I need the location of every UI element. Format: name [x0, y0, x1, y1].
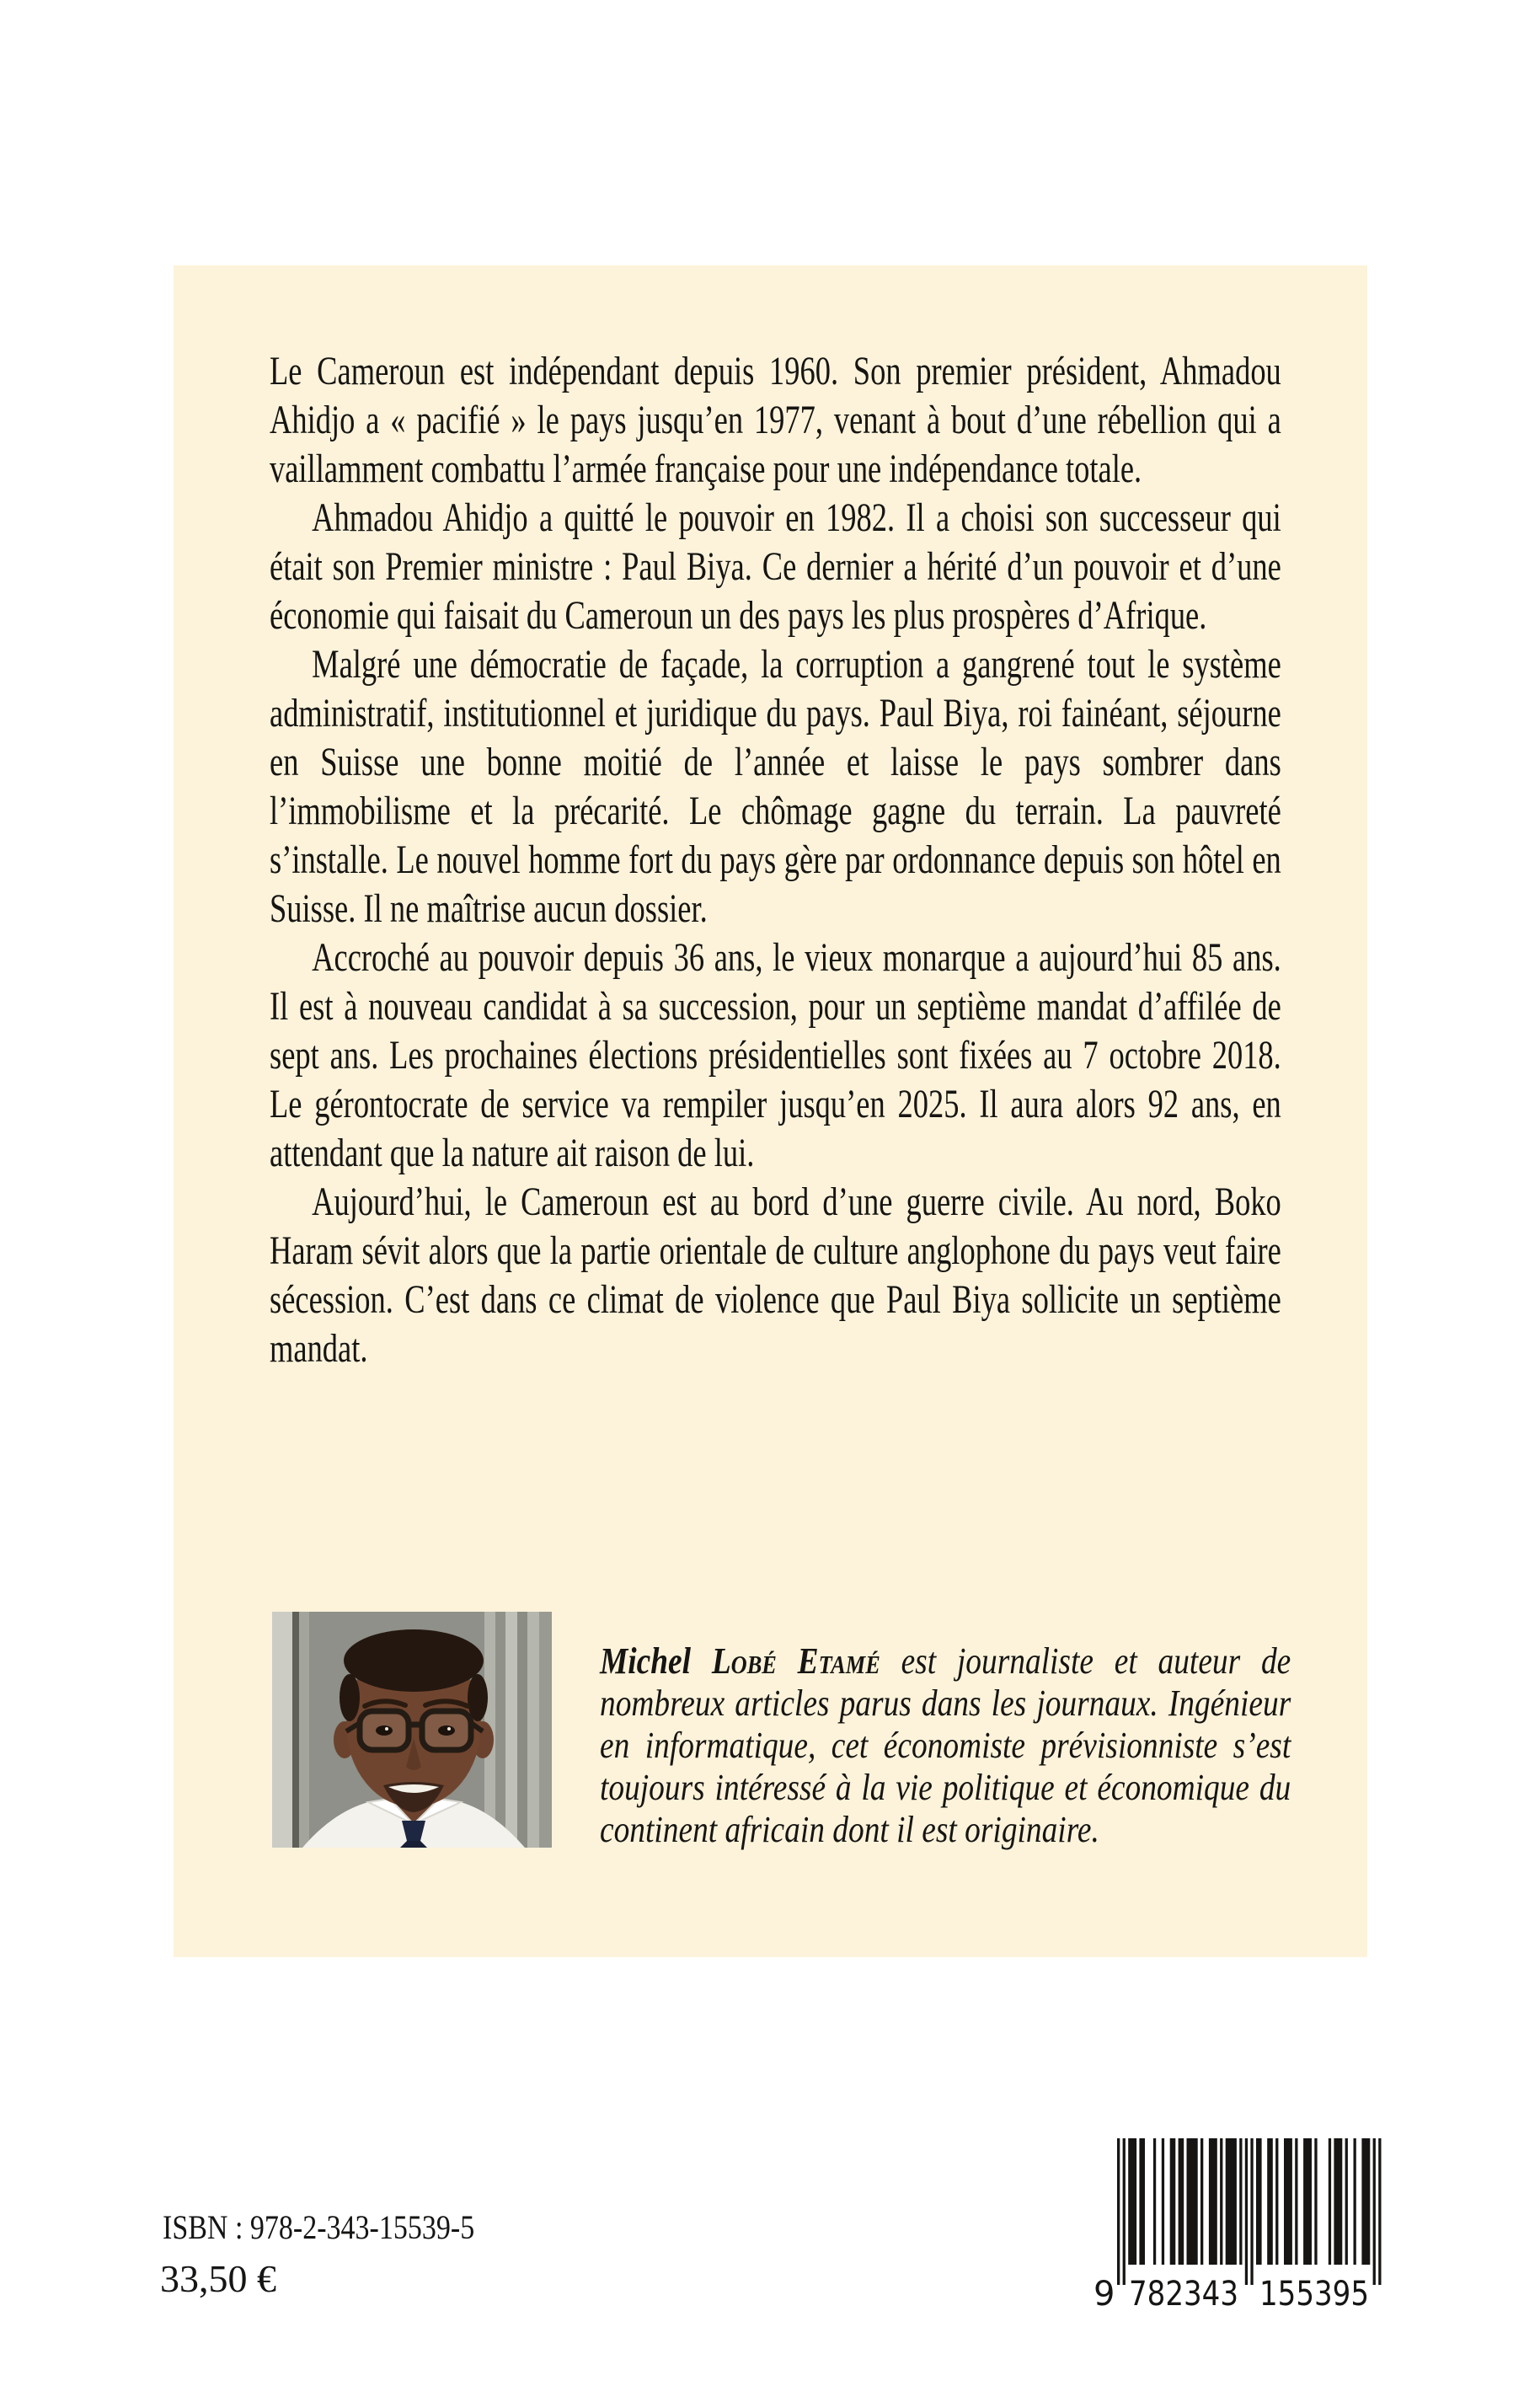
- isbn-text: ISBN : 978-2-343-15539-5: [163, 2208, 475, 2246]
- barcode-bar: [1245, 2138, 1248, 2285]
- barcode-bar: [1267, 2138, 1273, 2265]
- barcode-bar: [1373, 2138, 1376, 2285]
- barcode-bar: [1128, 2138, 1136, 2265]
- blurb-text-block: [270, 347, 1281, 1373]
- author-first-name: Michel: [600, 1640, 712, 1682]
- barcode-bar: [1354, 2138, 1356, 2265]
- barcode-bar: [1239, 2138, 1242, 2265]
- barcode-bar: [1162, 2138, 1164, 2265]
- barcode-bar: [1329, 2138, 1331, 2265]
- barcode-bar: [1226, 2138, 1237, 2265]
- barcode-bar: [1123, 2138, 1126, 2285]
- author-last-name: Lobé Etamé: [711, 1640, 880, 1682]
- barcode-digits: 155395: [1259, 2275, 1369, 2308]
- blurb-paragraph: Ahmadou Ahidjo a quitté le pouvoir en 1982. Il a choisi son successeur qui était son Premier ministre : Paul Biya. Ce dernier a hérité d’un pouvoir et d’une économie qui faisait du Cameroun un des pays les plus prospères d’Afrique.: [270, 495, 1281, 638]
- barcode-bar: [1345, 2138, 1348, 2265]
- barcode-bar: [1250, 2138, 1253, 2285]
- barcode-bar: [1284, 2138, 1292, 2265]
- author-photo: [272, 1612, 552, 1848]
- barcode-bar: [1179, 2138, 1184, 2265]
- barcode-digits: 782343: [1129, 2275, 1238, 2308]
- author-bio-text: est journaliste et auteur de nombreux articles parus dans les journaux. Ingénieur en informatique, cet économiste prévisionniste s’est toujours intéressé à la vie politique et économique du continent africain dont il est originaire.: [600, 1640, 1291, 1850]
- barcode-bar: [1295, 2138, 1297, 2265]
- price-text: 33,50 €: [160, 2257, 276, 2300]
- barcode-bar: [1378, 2138, 1381, 2285]
- barcode-digits: 9: [1094, 2275, 1115, 2308]
- barcode-bar: [1187, 2138, 1198, 2265]
- barcode-bar: [1220, 2138, 1222, 2265]
- barcode-bar: [1209, 2138, 1217, 2265]
- barcode-bar: [1275, 2138, 1278, 2265]
- barcode-bar: [1117, 2138, 1120, 2285]
- blurb-paragraph: Accroché au pouvoir depuis 36 ans, le vieux monarque a aujourd’hui 85 ans. Il est à nouveau candidat à sa succession, pour un septième mandat d’affilée de sept ans. Les prochaines élections présidentielles sont fixées au 7 octobre 2018. Le gérontocrate de service va rempiler jusqu’en 2025. Il aura alors 92 ans, en attendant que la nature ait raison de lui.: [270, 935, 1281, 1175]
- barcode-bar: [1361, 2138, 1370, 2265]
- barcode-bar: [1200, 2138, 1203, 2265]
- barcode-bar: [1256, 2138, 1262, 2265]
- barcode-bar: [1170, 2138, 1176, 2265]
- barcode-bar: [1153, 2138, 1156, 2265]
- barcode-bar: [1314, 2138, 1317, 2265]
- author-bio: [600, 1640, 1291, 1851]
- barcode-bar: [1139, 2138, 1145, 2265]
- barcode-bar: [1303, 2138, 1312, 2265]
- barcode-bar: [1334, 2138, 1342, 2265]
- ean13-barcode: [1094, 2138, 1383, 2308]
- author-portrait-illustration: [272, 1612, 552, 1848]
- blurb-paragraph: Aujourd’hui, le Cameroun est au bord d’une guerre civile. Au nord, Boko Haram sévit alors que la partie orientale de culture anglophone du pays veut faire sécession. C’est dans ce climat de violence que Paul Biya sollicite un septième mandat.: [270, 1180, 1281, 1371]
- blurb-paragraph: Le Cameroun est indépendant depuis 1960. Son premier président, Ahmadou Ahidjo a « pacifié » le pays jusqu’en 1977, venant à bout d’une rébellion qui a vaillamment combattu l’armée française pour une indépendance totale.: [270, 349, 1281, 491]
- blurb-paragraph: Malgré une démocratie de façade, la corruption a gangrené tout le système administratif, institutionnel et juridique du pays. Paul Biya, roi fainéant, séjourne en Suisse une bonne moitié de l’année et laisse le pays sombrer dans l’immobilisme et la précarité. Le chômage gagne du terrain. La pauvreté s’installe. Le nouvel homme fort du pays gère par ordonnance depuis son hôtel en Suisse. Il ne maîtrise aucun dossier.: [270, 642, 1281, 931]
